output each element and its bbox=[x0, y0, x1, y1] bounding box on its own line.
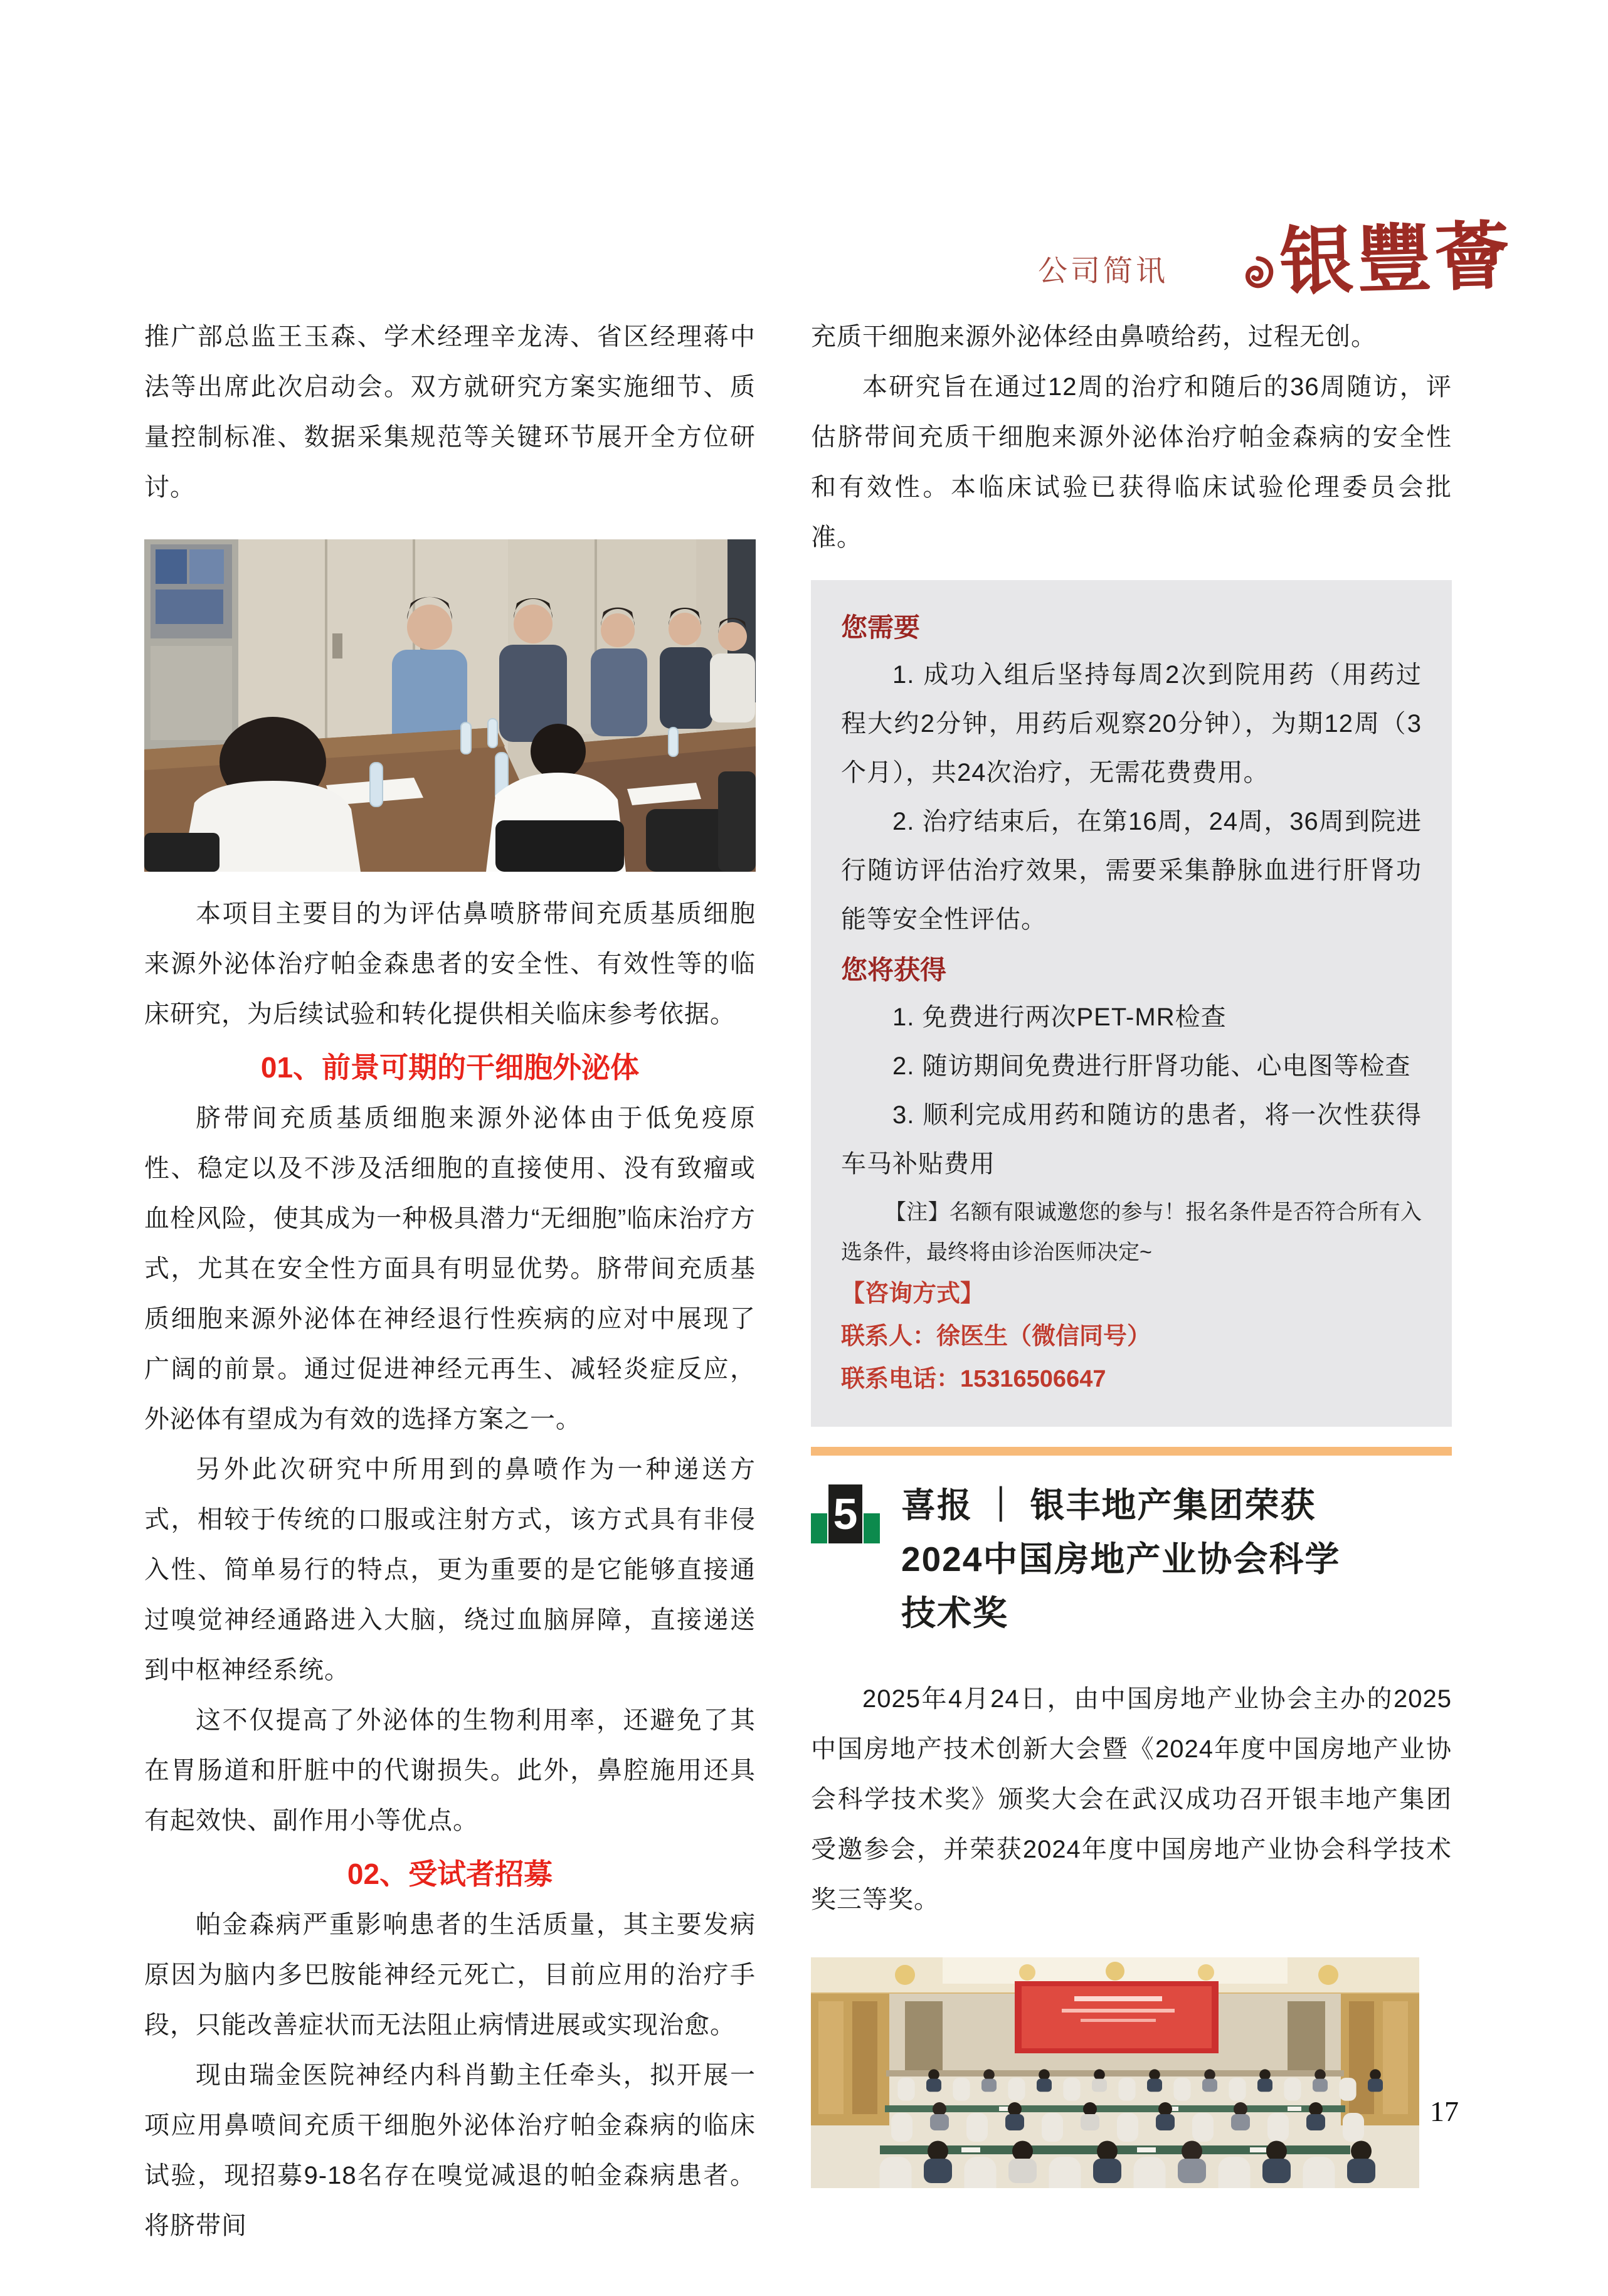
meeting-photo-illustration bbox=[144, 539, 756, 872]
paragraph: 帕金森病严重影响患者的生活质量，其主要发病原因为脑内多巴胺能神经元死亡，目前应用的治疗手段，只能改善症状而无法阻止病情进展或实现治愈。 bbox=[144, 1911, 756, 2039]
paragraph: 这不仅提高了外泌体的生物利用率，还避免了其在胃肠道和肝脏中的代谢损失。此外，鼻腔施用还具有起效快、副作用小等优点。 bbox=[144, 1706, 756, 1834]
paragraph: 本项目主要目的为评估鼻喷脐带间充质基质细胞来源外泌体治疗帕金森患者的安全性、有效性等的临床研究，为后续试验和转化提供相关临床参考依据。 bbox=[144, 900, 756, 1028]
section5-header bbox=[811, 1478, 1452, 1640]
paragraph: 现由瑞金医院神经内科肖勤主任牵头，拟开展一项应用鼻喷间充质干细胞外泌体治疗帕金森病的临床试验，现招募9-18名存在嗅觉减退的帕金森病患者。将脐带间 bbox=[144, 2061, 756, 2240]
recruitment-info-box bbox=[811, 580, 1452, 1427]
conference-photo bbox=[811, 1957, 1419, 2188]
section5-title-line: 喜报 ｜ 银丰地产集团荣获 bbox=[901, 1486, 1316, 1525]
page-number: 17 bbox=[1430, 2095, 1459, 2127]
badge-green-right bbox=[864, 1513, 880, 1543]
right-column bbox=[811, 312, 1452, 2188]
section-divider bbox=[811, 1447, 1452, 1456]
contact-person: 联系人：徐医生（微信同号） bbox=[841, 1323, 1151, 1350]
heading-01: 01、前景可期的干细胞外泌体 bbox=[260, 1051, 640, 1084]
section5-title-line: 2024中国房地产业协会科学 bbox=[901, 1540, 1341, 1579]
swirl-icon bbox=[1239, 256, 1277, 295]
need-item: 1. 成功入组后坚持每周2次到院用药（用药过程大约2分钟，用药后观察20分钟），为期12周（3个月），共24次治疗，无需花费费用。 bbox=[841, 661, 1422, 786]
contact-phone: 联系电话：15316506647 bbox=[841, 1366, 1106, 1392]
masthead bbox=[0, 0, 1608, 351]
contact-title: 【咨询方式】 bbox=[841, 1281, 985, 1307]
get-item: 2. 随访期间免费进行肝肾功能、心电图等检查 bbox=[892, 1052, 1411, 1080]
box-note: 【注】名额有限诚邀您的参与！报名条件是否符合所有入选条件，最终将由诊治医师决定~ bbox=[841, 1200, 1422, 1264]
paragraph: 推广部总监王玉森、学术经理辛龙涛、省区经理蒋中法等出席此次启动会。双方就研究方案实施细节、质量控制标准、数据采集规范等关键环节展开全方位研讨。 bbox=[144, 323, 756, 501]
get-item: 1. 免费进行两次PET-MR检查 bbox=[892, 1003, 1227, 1031]
box-heading-need: 您需要 bbox=[841, 613, 921, 642]
badge-green-left bbox=[811, 1513, 827, 1543]
need-item: 2. 治疗结束后，在第16周，24周，36周到院进行随访评估治疗效果，需要采集静脉血进行肝肾功能等安全性评估。 bbox=[841, 808, 1422, 933]
section5-title bbox=[901, 1478, 1340, 1640]
section-label: 公司简讯 bbox=[1038, 254, 1168, 287]
paragraph: 2025年4月24日，由中国房地产业协会主办的2025中国房地产技术创新大会暨《2024年度中国房地产业协会科学技术奖》颁奖大会在武汉成功召开银丰地产集团受邀参会，并荣获2024年度中国房地产业协会科学技术奖三等奖。 bbox=[811, 1685, 1452, 1913]
section-number: 5 bbox=[828, 1484, 862, 1543]
paragraph: 充质干细胞来源外泌体经由鼻喷给药，过程无创。 bbox=[811, 323, 1377, 351]
section-number-badge bbox=[811, 1484, 881, 1546]
get-item: 3. 顺利完成用药和随访的患者，将一次性获得车马补贴费用 bbox=[841, 1101, 1422, 1178]
paragraph: 本研究旨在通过12周的治疗和随后的36周随访，评估脐带间充质干细胞来源外泌体治疗帕金森病的安全性和有效性。本临床试验已获得临床试验伦理委员会批准。 bbox=[811, 373, 1452, 551]
box-heading-get: 您将获得 bbox=[841, 955, 947, 985]
brand-logo-calligraphy: 银豐薈 bbox=[1278, 212, 1515, 305]
section5-title-line: 技术奖 bbox=[901, 1594, 1009, 1632]
heading-02: 02、受试者招募 bbox=[347, 1858, 553, 1890]
paragraph: 脐带间充质基质细胞来源外泌体由于低免疫原性、稳定以及不涉及活细胞的直接使用、没有致瘤或血栓风险，使其成为一种极具潜力“无细胞”临床治疗方式，尤其在安全性方面具有明显优势。脐带间充质基质细胞来源外泌体在神经退行性疾病的应对中展现了广阔的前景。通过促进神经元再生、减轻炎症反应，外泌体有望成为有效的选择方案之一。 bbox=[144, 1104, 756, 1433]
paragraph: 另外此次研究中所用到的鼻喷作为一种递送方式，相较于传统的口服或注射方式，该方式具有非侵入性、简单易行的特点，更为重要的是它能够直接通过嗅觉神经通路进入大脑，绕过血脑屏障，直接递送到中枢神经系统。 bbox=[144, 1456, 756, 1684]
left-column bbox=[144, 312, 756, 2251]
meeting-photo bbox=[144, 539, 756, 872]
conference-photo-illustration bbox=[811, 1957, 1419, 2188]
